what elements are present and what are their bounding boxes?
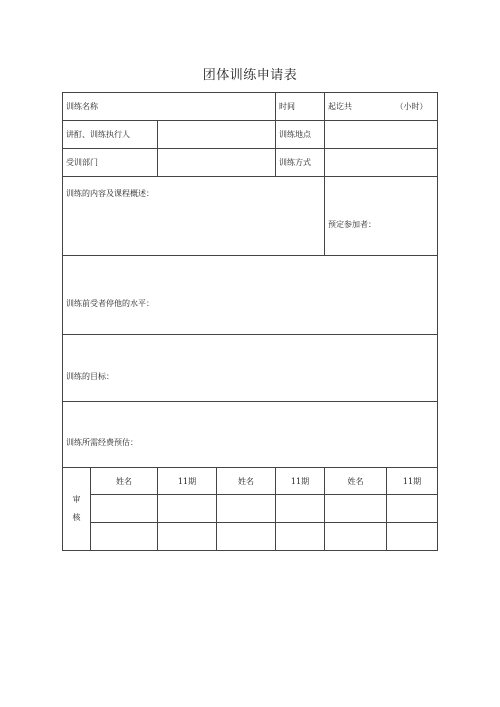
review-cell[interactable] <box>276 523 325 551</box>
row-instructor <box>63 121 438 149</box>
participants-cell[interactable] <box>325 177 438 256</box>
hours-label: （小时） <box>395 102 428 111</box>
review-cell[interactable] <box>325 523 387 551</box>
review-header-name-1: 姓名 <box>91 468 158 495</box>
trainee-dept-label: 受训部门 <box>63 149 158 177</box>
location-label: 训练地点 <box>276 121 325 149</box>
row-goal <box>63 335 438 402</box>
row-department <box>63 149 438 177</box>
location-field[interactable] <box>325 121 438 149</box>
instructor-label: 讲酊、训练执行人 <box>63 121 158 149</box>
time-range-cell[interactable] <box>325 93 438 121</box>
review-header-row <box>63 468 438 495</box>
row-training-name <box>63 93 438 121</box>
method-label: 训练方式 <box>276 149 325 177</box>
instructor-field[interactable] <box>158 121 276 149</box>
review-label-1: 审 <box>72 495 81 504</box>
form-title: 团体训练申请表 <box>202 68 298 83</box>
review-cell[interactable] <box>387 523 438 551</box>
row-content <box>63 177 438 256</box>
training-name-label: 训练名称 <box>63 93 276 121</box>
review-label-2: 核 <box>72 513 81 522</box>
trainee-dept-field[interactable] <box>158 149 276 177</box>
level-label: 训练前受者停他的水平： <box>66 299 154 308</box>
review-header-period-2: 11期 <box>276 468 325 495</box>
review-header-period-1: 11期 <box>158 468 217 495</box>
participants-label: 预定参加者： <box>328 219 377 229</box>
row-level <box>63 256 438 335</box>
review-cell[interactable] <box>387 495 438 523</box>
review-cell[interactable] <box>158 495 217 523</box>
application-form-table <box>62 92 438 551</box>
review-cell[interactable] <box>325 495 387 523</box>
review-cell[interactable] <box>91 523 158 551</box>
cost-cell[interactable] <box>63 402 438 468</box>
review-header-period-3: 11期 <box>387 468 438 495</box>
time-label: 时间 <box>276 93 325 121</box>
goal-cell[interactable] <box>63 335 438 402</box>
review-cell[interactable] <box>91 495 158 523</box>
review-label-cell <box>63 468 91 551</box>
row-cost <box>63 402 438 468</box>
method-field[interactable] <box>325 149 438 177</box>
review-cell[interactable] <box>276 495 325 523</box>
content-cell[interactable] <box>63 177 325 256</box>
review-cell[interactable] <box>217 523 276 551</box>
review-header-name-2: 姓名 <box>217 468 276 495</box>
content-label: 训练的内容及课程概述： <box>66 189 154 198</box>
time-range-label: 起讫共 <box>328 102 353 111</box>
review-row-2 <box>63 523 438 551</box>
cost-label: 训练所需经费预估： <box>66 438 138 447</box>
review-cell[interactable] <box>158 523 217 551</box>
review-cell[interactable] <box>217 495 276 523</box>
review-row-1 <box>63 495 438 523</box>
level-cell[interactable] <box>63 256 438 335</box>
review-header-name-3: 姓名 <box>325 468 387 495</box>
goal-label: 训练的目标： <box>66 372 114 381</box>
